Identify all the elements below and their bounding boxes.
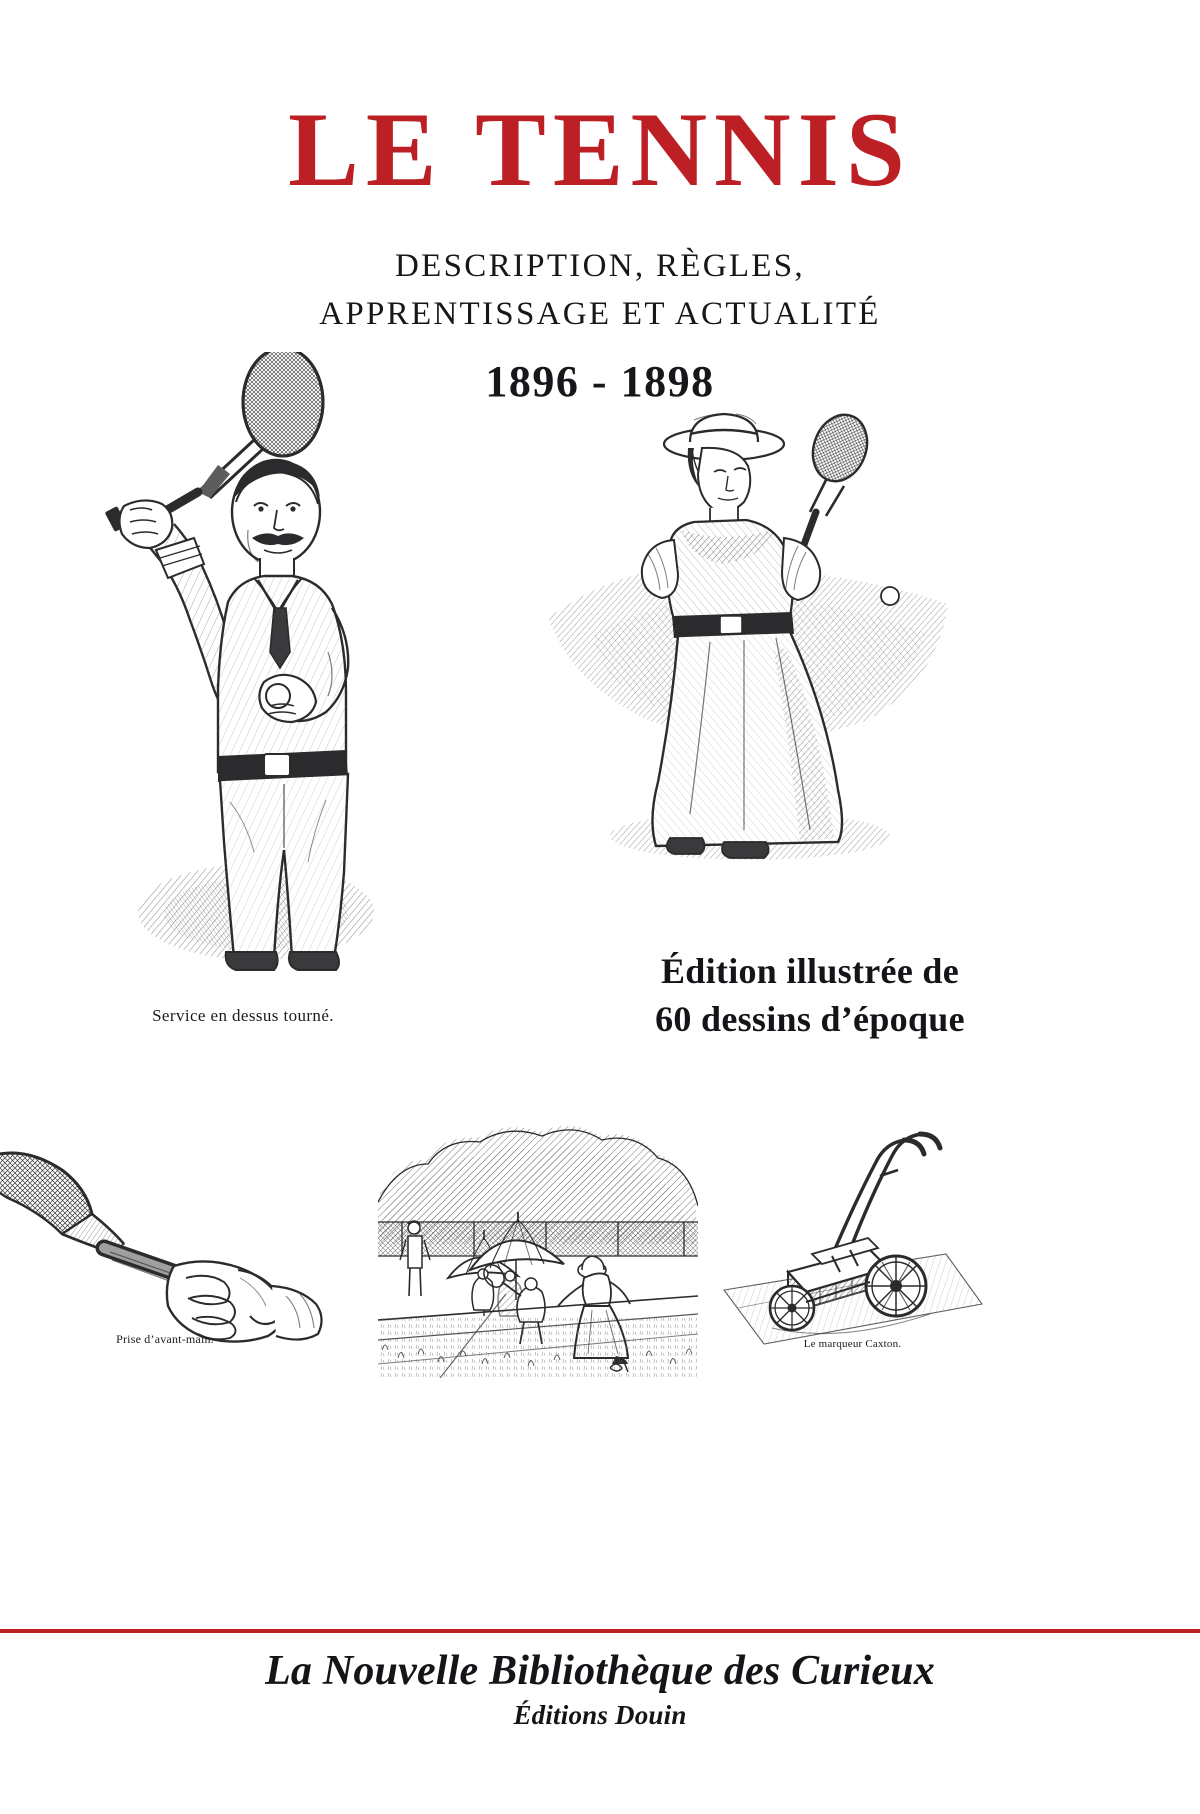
edition-note-line-2: 60 dessins d’époque — [655, 998, 965, 1039]
subtitle-line-1: DESCRIPTION, RÈGLES, — [395, 248, 805, 285]
year-range: 1896 - 1898 — [485, 357, 715, 407]
footer-divider-rule — [0, 1629, 1200, 1633]
court-scene-engraving — [378, 1118, 698, 1378]
man-serving-engraving — [78, 352, 408, 972]
publisher-block — [0, 1646, 1200, 1731]
publisher-name: Éditions Douin — [513, 1700, 687, 1731]
subtitle — [0, 242, 1200, 338]
forehand-grip-engraving — [0, 1148, 330, 1363]
caxton-marker-engraving — [720, 1122, 985, 1357]
publisher-series: La Nouvelle Bibliothèque des Curieux — [265, 1648, 935, 1694]
edition-note-line-1: Édition illustrée de — [660, 951, 959, 991]
edition-note — [560, 948, 1060, 1043]
woman-player-engraving — [538, 390, 958, 870]
caption-forehand-grip: Prise d’avant-main. — [116, 1332, 214, 1346]
subtitle-line-2: APPRENTISSAGE ET ACTUALITÉ — [319, 296, 881, 333]
page-title: LE TENNIS — [288, 91, 912, 208]
caption-caxton-marker: Le marqueur Caxton. — [803, 1338, 902, 1350]
caption-man-serving: Service en dessus tourné. — [152, 1006, 334, 1025]
